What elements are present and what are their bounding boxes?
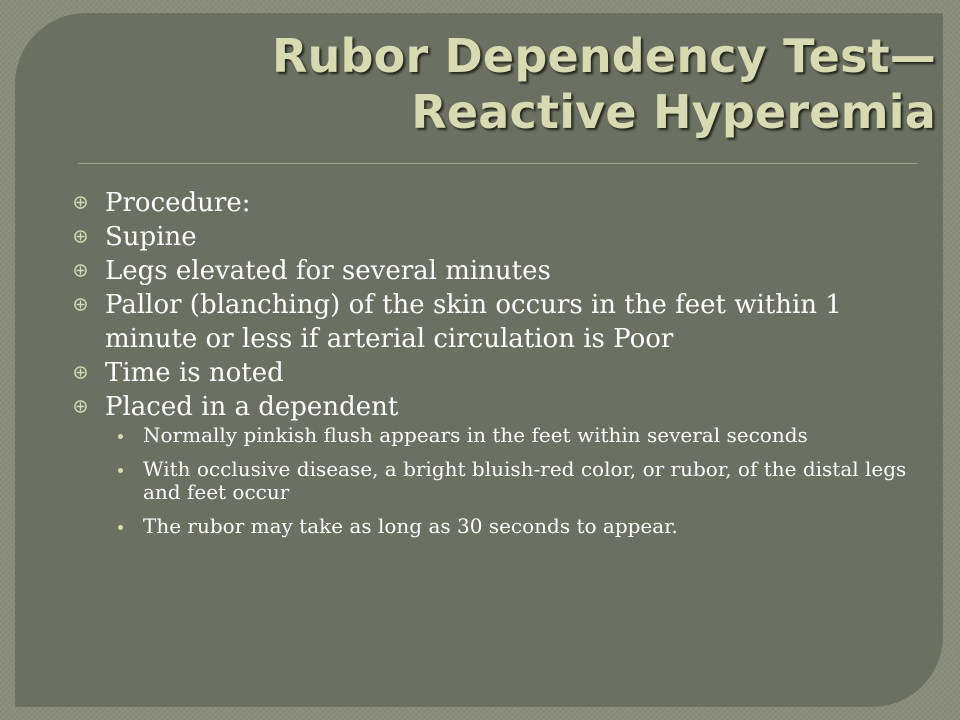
bullet-item-time-noted — [74, 356, 924, 390]
circled-plus-icon — [74, 196, 87, 209]
bullet-item-procedure — [74, 186, 924, 220]
bullet-text: Placed in a dependent — [105, 392, 399, 422]
sub-bullet-text: The rubor may take as long as 30 seconds to appear. — [143, 514, 678, 538]
circled-plus-icon — [74, 230, 87, 243]
bullet-text: Time is noted — [105, 358, 284, 388]
sub-bullet-list — [105, 424, 924, 538]
bullet-item-supine — [74, 220, 924, 254]
sub-bullet-item — [105, 515, 924, 538]
bullet-text: Supine — [105, 222, 197, 252]
bullet-item-dependent — [74, 390, 924, 538]
circled-plus-icon — [74, 400, 87, 413]
slide-panel — [16, 14, 942, 706]
bullet-list — [74, 186, 924, 538]
slide-content — [74, 186, 924, 549]
dot-icon — [118, 434, 123, 439]
circled-plus-icon — [74, 366, 87, 379]
slide-title — [166, 28, 936, 140]
sub-bullet-item — [105, 458, 924, 504]
title-divider — [78, 163, 918, 164]
sub-bullet-text: Normally pinkish flush appears in the feet within several seconds — [143, 423, 808, 447]
bullet-text: Legs elevated for several minutes — [105, 256, 551, 286]
bullet-text: Pallor (blanching) of the skin occurs in the feet within 1 minute or less if arterial circulation is Poor — [105, 290, 842, 354]
circled-plus-icon — [74, 298, 87, 311]
sub-bullet-text: With occlusive disease, a bright bluish-red color, or rubor, of the distal legs and feet occur — [143, 457, 907, 504]
circled-plus-icon — [74, 264, 87, 277]
title-line-1: Rubor Dependency Test— — [271, 29, 936, 83]
dot-icon — [118, 468, 123, 473]
bullet-item-legs-elevated — [74, 254, 924, 288]
title-line-2: Reactive Hyperemia — [411, 85, 936, 139]
dot-icon — [118, 525, 123, 530]
bullet-text: Procedure: — [105, 188, 251, 218]
sub-bullet-item — [105, 424, 924, 447]
bullet-item-pallor — [74, 288, 924, 356]
